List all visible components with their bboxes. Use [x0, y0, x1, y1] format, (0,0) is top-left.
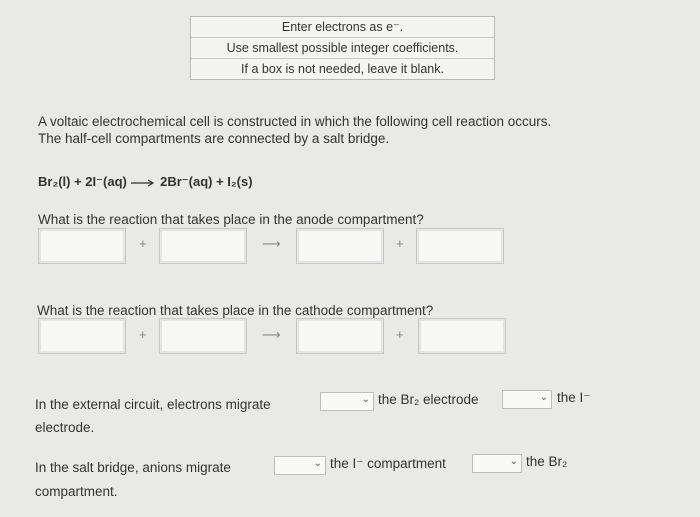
- external-circuit-middle: the Br₂ electrode: [378, 392, 479, 407]
- overall-reaction: [38, 174, 253, 190]
- anode-product-1-input[interactable]: [296, 228, 384, 264]
- external-direction-2-select[interactable]: [502, 390, 552, 409]
- chevron-down-icon: ⌄: [361, 394, 370, 405]
- cathode-question: What is the reaction that takes place in the cathode compartment?: [37, 303, 434, 318]
- intro-line-1: A voltaic electrochemical cell is constructed in which the following cell reaction occurs.: [38, 114, 552, 129]
- hint-electrons: Enter electrons as e⁻.: [191, 17, 494, 38]
- instructions-table: [190, 16, 495, 80]
- intro-line-2: The half-cell compartments are connected by a salt bridge.: [38, 131, 390, 146]
- chevron-down-icon: ⌄: [509, 456, 518, 467]
- anode-reactant-1-input[interactable]: [38, 228, 126, 264]
- hint-blank: If a box is not needed, leave it blank.: [241, 62, 444, 76]
- cathode-plus-2: +: [396, 327, 404, 342]
- hint-coefficients: Use smallest possible integer coefficients.: [191, 38, 494, 59]
- chevron-down-icon: ⌄: [313, 458, 322, 469]
- cathode-arrow-icon: ⟶: [262, 327, 281, 342]
- anode-question: What is the reaction that takes place in the anode compartment?: [38, 212, 424, 227]
- cathode-product-2-input[interactable]: [418, 318, 506, 354]
- cathode-plus-1: +: [139, 327, 147, 342]
- external-circuit-suffix: the I⁻: [557, 390, 591, 405]
- salt-bridge-suffix: the Br₂: [526, 454, 568, 469]
- cathode-reactant-2-input[interactable]: [159, 318, 247, 354]
- salt-bridge-line-2: compartment.: [35, 484, 118, 499]
- anode-arrow-icon: ⟶: [262, 236, 281, 251]
- external-circuit-prefix: In the external circuit, electrons migrate: [35, 397, 271, 412]
- anode-reactant-2-input[interactable]: [159, 228, 247, 264]
- salt-bridge-direction-1-select[interactable]: [274, 456, 326, 475]
- cathode-product-1-input[interactable]: [296, 318, 384, 354]
- anode-plus-2: +: [396, 236, 404, 251]
- cathode-reactant-1-input[interactable]: [38, 318, 126, 354]
- salt-bridge-middle: the I⁻ compartment: [330, 456, 446, 471]
- external-direction-1-select[interactable]: [320, 392, 374, 411]
- reaction-reactants: Br₂(l) + 2I⁻(aq): [38, 174, 127, 189]
- salt-bridge-prefix: In the salt bridge, anions migrate: [35, 460, 231, 475]
- anode-plus-1: +: [139, 236, 147, 251]
- salt-bridge-direction-2-select[interactable]: [472, 454, 522, 473]
- external-circuit-line-2: electrode.: [35, 420, 95, 435]
- reaction-products: 2Br⁻(aq) + I₂(s): [160, 174, 253, 189]
- reaction-arrow-icon: [130, 178, 156, 188]
- chevron-down-icon: ⌄: [539, 392, 548, 403]
- anode-product-2-input[interactable]: [416, 228, 504, 264]
